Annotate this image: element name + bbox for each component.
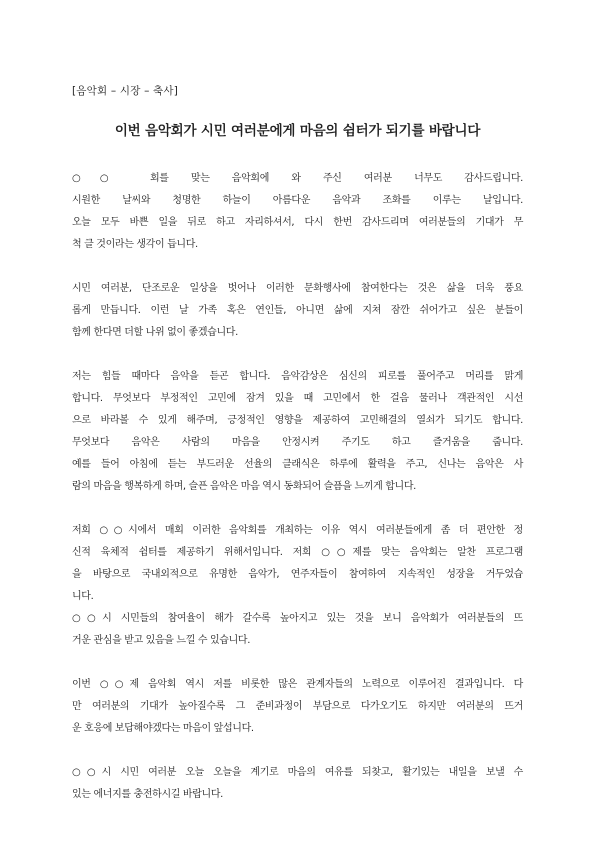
paragraph-line: 운 호응에 보답해야겠다는 마음이 앞섭니다. [72,723,254,734]
paragraph-line: 시민 여러분, 단조로운 일상을 벗어나 이러한 문화행사에 참여한다는 것은 삶을 더욱 풍요 [72,283,523,294]
document-body [72,168,523,828]
paragraph-line: 무엇보다 음악은 사람의 마음을 안정시켜 주기도 하고 즐거움을 줍니다. [72,437,523,448]
paragraph-line: 만 여러분의 기대가 높아질수록 그 준비과정이 부담으로 다가오기도 하지만 여러분의 뜨거 [72,701,523,712]
paragraph [72,278,523,344]
paragraph-line: 예를 들어 아침에 듣는 부드러운 선율의 클래식은 하루에 활력을 주고, 신나는 음악은 사 [72,459,523,470]
paragraph [72,520,523,652]
paragraph-line: 롭게 만듭니다. 이런 날 가족 혹은 연인들, 아니면 삶에 지쳐 잠깐 쉬어가고 싶은 분들이 [72,305,523,316]
paragraph-line: 을 바탕으로 국내외적으로 유명한 음악가, 연주자들이 참여하여 지속적인 성장을 거두었습 [72,569,523,580]
paragraph-line: 척 클 것이라는 생각이 듭니다. [72,239,198,250]
document-category: [음악회 – 시장 – 축사] [72,85,179,97]
paragraph-line: 있는 에너지를 충전하시길 바랍니다. [72,789,223,800]
paragraph-line: 저는 힘들 때마다 음악을 듣곤 합니다. 음악감상은 심신의 피로를 풀어주고 머리를 맑게 [72,371,523,382]
paragraph-line: 람의 마음을 행복하게 하며, 슬픈 음악은 마음 역시 동화되어 슬픔을 느끼게 합니다. [72,481,417,492]
paragraph-line: ○○ 회를 맞는 음악회에 와 주신 여러분 너무도 감사드립니다. [72,173,523,184]
paragraph-line: 합니다. 무엇보다 부정적인 고민에 잠겨 있을 때 고민에서 한 걸음 물러나 객관적인 시선 [72,393,523,404]
paragraph-line: ○○시 시민 여러분 오늘 오늘을 계기로 마음의 여유를 되찾고, 활기있는 내일을 보낼 수 [72,767,523,778]
paragraph-line: 시원한 날씨와 청명한 하늘이 아름다운 음악과 조화를 이루는 날입니다. [72,195,523,206]
paragraph [72,674,523,740]
paragraph-line: 신적 육체적 쉼터를 제공하기 위해서입니다. 저희 ○○제를 맞는 음악회는 알찬 프로그램 [72,547,523,558]
paragraph-line: 저희 ○○시에서 매회 이러한 음악회를 개최하는 이유 역시 여러분들에게 좀 더 편안한 정 [72,525,523,536]
paragraph-line: ○○시 시민들의 참여율이 해가 갈수록 높아지고 있는 것을 보니 음악회가 여러분들의 뜨 [72,613,523,624]
paragraph-line: 니다. [72,591,94,602]
document-title: 이번 음악회가 시민 여러분에게 마음의 쉼터가 되기를 바랍니다 [114,123,481,139]
paragraph [72,366,523,498]
paragraph-line: 으로 바라볼 수 있게 해주며, 긍정적인 영향을 제공하여 고민해결의 열쇠가 되기도 합니다. [72,415,523,426]
paragraph [72,762,523,806]
paragraph-line: 거운 관심을 받고 있음을 느낄 수 있습니다. [72,635,251,646]
paragraph [72,168,523,256]
paragraph-line: 함께 한다면 더할 나위 없이 좋겠습니다. [72,327,238,338]
paragraph-line: 오늘 모두 바쁜 일을 뒤로 하고 자리하셔서, 다시 한번 감사드리며 여러분들의 기대가 무 [72,217,523,228]
paragraph-line: 이번 ○○제 음악회 역시 저를 비롯한 많은 관계자들의 노력으로 이루어진 결과입니다. 다 [72,679,523,690]
